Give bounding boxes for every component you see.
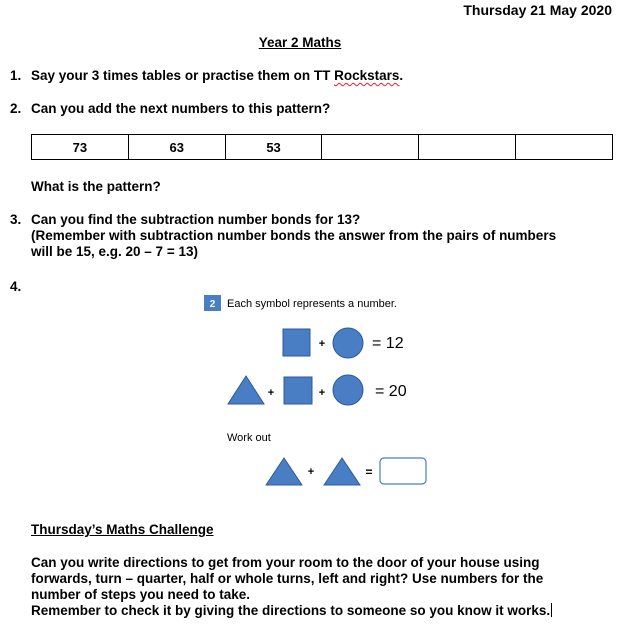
question-text: Can you add the next numbers to this pattern?	[31, 101, 331, 116]
circle-shape	[333, 328, 363, 358]
equation-result: = 12	[372, 335, 404, 352]
work-out-label: Work out	[227, 432, 271, 444]
question-number: 1.	[10, 68, 22, 83]
puzzle-instruction: Each symbol represents a number.	[227, 298, 397, 310]
date-heading: Thursday 21 May 2020	[463, 2, 612, 18]
answer-box[interactable]	[380, 458, 426, 484]
question-line: will be 15, e.g. 20 – 7 = 13)	[31, 244, 198, 259]
question-text-part: .	[399, 68, 404, 83]
square-shape	[284, 377, 312, 404]
pattern-cell: 73	[32, 135, 129, 160]
square-shape	[283, 329, 310, 356]
question-line: (Remember with subtraction number bonds the answer from the pairs of numbers	[31, 228, 557, 243]
triangle-shape	[228, 376, 264, 404]
challenge-line-text: Remember to check it by giving the directions to someone so you know it works.	[31, 603, 551, 618]
equation-result: = 20	[375, 383, 407, 400]
plus-sign: +	[307, 466, 315, 478]
challenge-line: Can you write directions to get from your room to the door of your house using	[31, 555, 540, 570]
challenge-title: Thursday’s Maths Challenge	[31, 522, 214, 537]
text-cursor	[551, 603, 552, 617]
plus-sign: +	[267, 387, 275, 399]
question-text-part: Say your 3 times tables or practise them on TT	[31, 68, 335, 83]
triangle-shape	[266, 458, 302, 485]
page-title: Year 2 Maths	[258, 35, 342, 50]
challenge-line	[31, 603, 552, 619]
pattern-cell: 53	[225, 135, 322, 160]
question-number: 2.	[10, 101, 22, 116]
equals-sign: =	[365, 465, 373, 479]
pattern-cell: 63	[128, 135, 225, 160]
circle-shape	[333, 375, 363, 405]
pattern-followup: What is the pattern?	[31, 179, 161, 194]
question-badge-number: 2	[209, 299, 216, 310]
question-number: 3.	[10, 212, 22, 227]
question-number: 4.	[10, 279, 22, 294]
challenge-line: forwards, turn – quarter, half or whole turns, left and right? Use numbers for the	[31, 571, 544, 586]
challenge-text	[31, 555, 552, 619]
question-line: Can you find the subtraction number bonds for 13?	[31, 212, 361, 227]
plus-sign: +	[318, 387, 326, 399]
rockstars-word: Rockstars	[334, 68, 400, 83]
challenge-line: number of steps you need to take.	[31, 587, 251, 602]
triangle-shape	[324, 458, 360, 485]
plus-sign: +	[318, 338, 326, 350]
